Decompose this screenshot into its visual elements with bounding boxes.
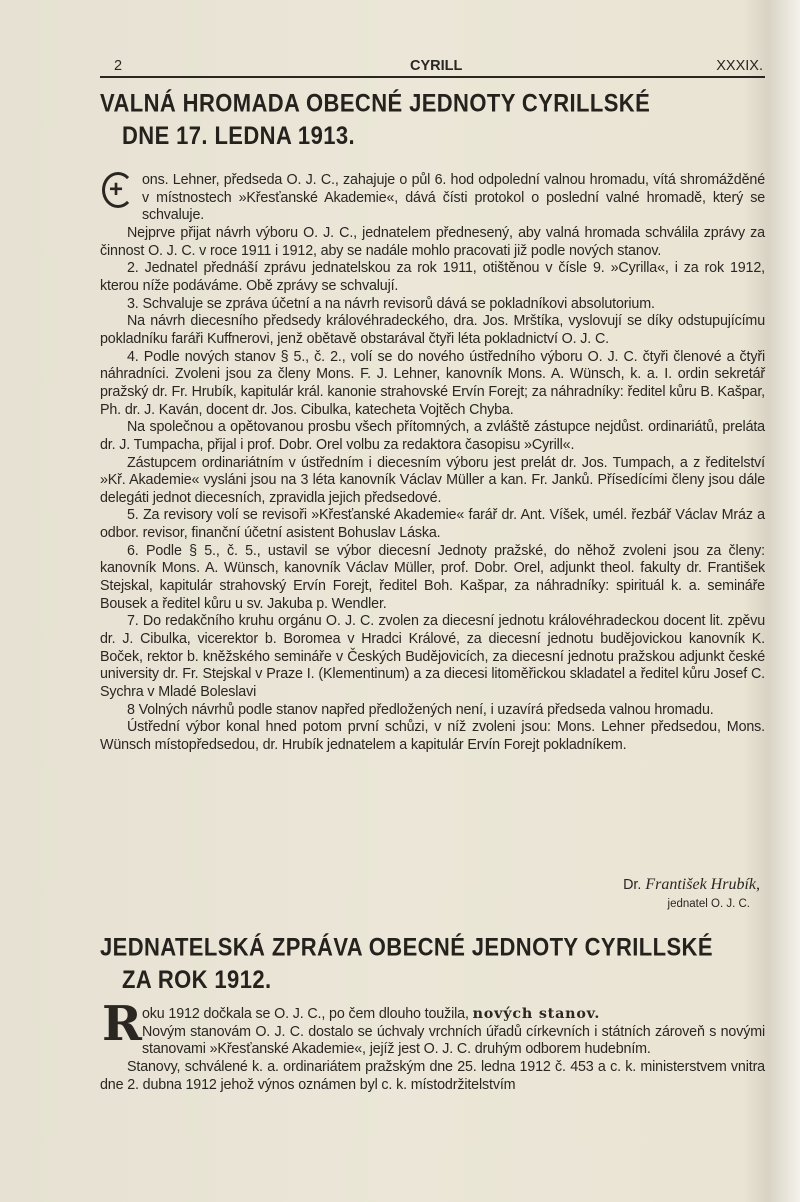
paragraph: Na návrh diecesního předsedy královéhradeckého, dra. Jos. Mrštíka, vyslovují se díky odstupujícímu pokladníku faráři Kuffnerovi, jenž obětavě obstarával čtyři léta pokladnictví O. J. C. <box>100 313 765 347</box>
signature-name: František Hrubík, <box>645 876 760 893</box>
volume-number: XXXIX. <box>716 58 763 74</box>
drop-cap-r-icon: R <box>102 996 142 1052</box>
paragraph: 2. Jednatel přednáší zprávu jednatelskou za rok 1911, otištěnou v čísle 9. »Cyrilla«, i za rok 1912, kterou níže podáváme. Obě zprávy se schvalují. <box>100 260 765 294</box>
paragraph: Na společnou a opětovanou prosbu všech přítomných, a zvláště zástupce nejdůst. ordinariátů, preláta dr. J. Tumpacha, přijal i prof. Dobr. Orel volbu za redaktora časopisu »Cyrill«. <box>100 419 765 453</box>
paragraph: Zástupcem ordinariátním v ústředním i diecesním výboru jest prelát dr. Jos. Tumpach, a z ředitelství »Kř. Akademie« vysláni jsou na 3 léta kanovník Václav Müller a kan. Fr. Janků. Přísedícími členy jsou dále delegáti jednot diecesních, zpravidla jejich předsedové. <box>100 454 765 506</box>
article1-title-line2: DNE 17. LEDNA 1913. <box>122 121 355 150</box>
page-number: 2 <box>114 58 123 74</box>
paragraph: 3. Schvaluje se zpráva účetní a na návrh revisorů dává se pokladníkovi absolutorium. <box>127 295 655 312</box>
paragraph: + ons. Lehner, předseda O. J. C., zahajuje o půl 6. hod odpolední valnou hromadu, vítá shromážděné v místnostech »Křesťanské Akademie«, dává čísti protokol o poslední valné hromadě, který se schvaluje. <box>100 172 765 225</box>
article1-title-line1: VALNÁ HROMADA OBECNÉ JEDNOTY CYRILLSKÉ <box>100 89 651 118</box>
article2-body <box>100 996 765 1094</box>
article2-title-line1: JEDNATELSKÁ ZPRÁVA OBECNÉ JEDNOTY CYRILLSKÉ <box>100 933 713 962</box>
emphasis: nových stanov. <box>472 1006 601 1022</box>
article2-title <box>100 931 770 996</box>
drop-cap-m-cross-icon: + <box>100 170 138 218</box>
paragraph: Stanovy, schválené k. a. ordinariátem pražským dne 25. ledna 1912 č. 453 a c. k. ministerstvem vnitra dne 2. dubna 1912 jehož výnos oznámen byl c. k. místodržitelstvím <box>100 1058 765 1093</box>
paragraph: Ústřední výbor konal hned potom první schůzi, v níž zvoleni jsou: Mons. Lehner předsedou, Mons. Wünsch místopředsedou, dr. Hrubík jednatelem a kapitulár Ervín Forejt pokladníkem. <box>100 719 765 753</box>
article2-title-line2: ZA ROK 1912. <box>122 965 272 994</box>
paragraph: 6. Podle § 5., č. 5., ustavil se výbor diecesní Jednoty pražské, do něhož zvoleni jsou za členy: kanovník Mons. A. Wünsch, kanovník Václav Müller, prof. Dobr. Orel, adjunkt theol. fakulty dr. František Stejskal, kapitulár strahovský Ervín Forejt, ředitel Boh. Kašpar, za náhradníky: spirituál k. a. semináře Bousek a ředitel kůru u sv. Jakuba p. Wendler. <box>100 542 765 612</box>
journal-name: CYRILL <box>410 58 463 74</box>
paragraph: 7. Do redakčního kruhu orgánu O. J. C. zvolen za diecesní jednotu královéhradeckou docent lit. zpěvu dr. J. Cibulka, vicerektor b. Boromea v Hradci Králové, za diecesní jednotu budějovickou kanovník K. Boček, rektor b. kněžského semináře v Českých Budějovicích, za diecesní jednotu pražskou adjunkt české university dr. Fr. Stejskal v Praze I. (Klementinum) a za diecesi litoměřickou skladatel a ředitel kůru Josef C. Sychra v Mladé Boleslavi <box>100 613 765 701</box>
paragraph: R oku 1912 dočkala se O. J. C., po čem dlouho toužila, nových stanov. Novým stanovám O. J. C. dostalo se úchvaly vrchních úřadů církevních i státních zároveň s novými stanovami »Křesťanské Akademie«, jejíž jest O. J. C. druhým odborem hudebním. <box>102 996 765 1058</box>
signature-role: jednatel O. J. C. <box>667 898 750 910</box>
paragraph: 5. Za revisory volí se revisoři »Křesťanské Akademie« farář dr. Ant. Víšek, umél. řezbář Václav Mráz a odbor. revisor, finanční účetní asistent Bohuslav Láska. <box>100 507 765 542</box>
signature: Dr. František Hrubík, jednatel O. J. C. <box>560 876 760 910</box>
article1-title <box>100 87 770 152</box>
article1-body <box>100 172 765 755</box>
paragraph: Nejprve přijat návrh výboru O. J. C., jednatelem přednesený, aby valná hromada schválila zprávy za činnost O. J. C. v roce 1911 i 1912, aby se nadále mohlo pracovati již podle nových stanov. <box>100 224 765 259</box>
paragraph: 8 Volných návrhů podle stanov napřed předložených není, i uzavírá předseda valnou hromadu. <box>127 701 714 718</box>
running-header <box>100 56 765 78</box>
paragraph: 4. Podle nových stanov § 5., č. 2., volí se do nového ústředního výboru O. J. C. čtyři členové a čtyři náhradníci. Zvoleni jsou za členy Mons. F. J. Lehner, kanovník Mons. A. Wünsch, k. a. I. ordin sekretář pražský dr. Fr. Hrubík, kapitulár král. kanonie strahovské Ervín Forejt; za náhradníky: ředitel kůru B. Kašpar, Ph. dr. J. Kaván, docent dr. Jos. Cibulka, katecheta Vojtěch Chyba. <box>100 348 765 418</box>
